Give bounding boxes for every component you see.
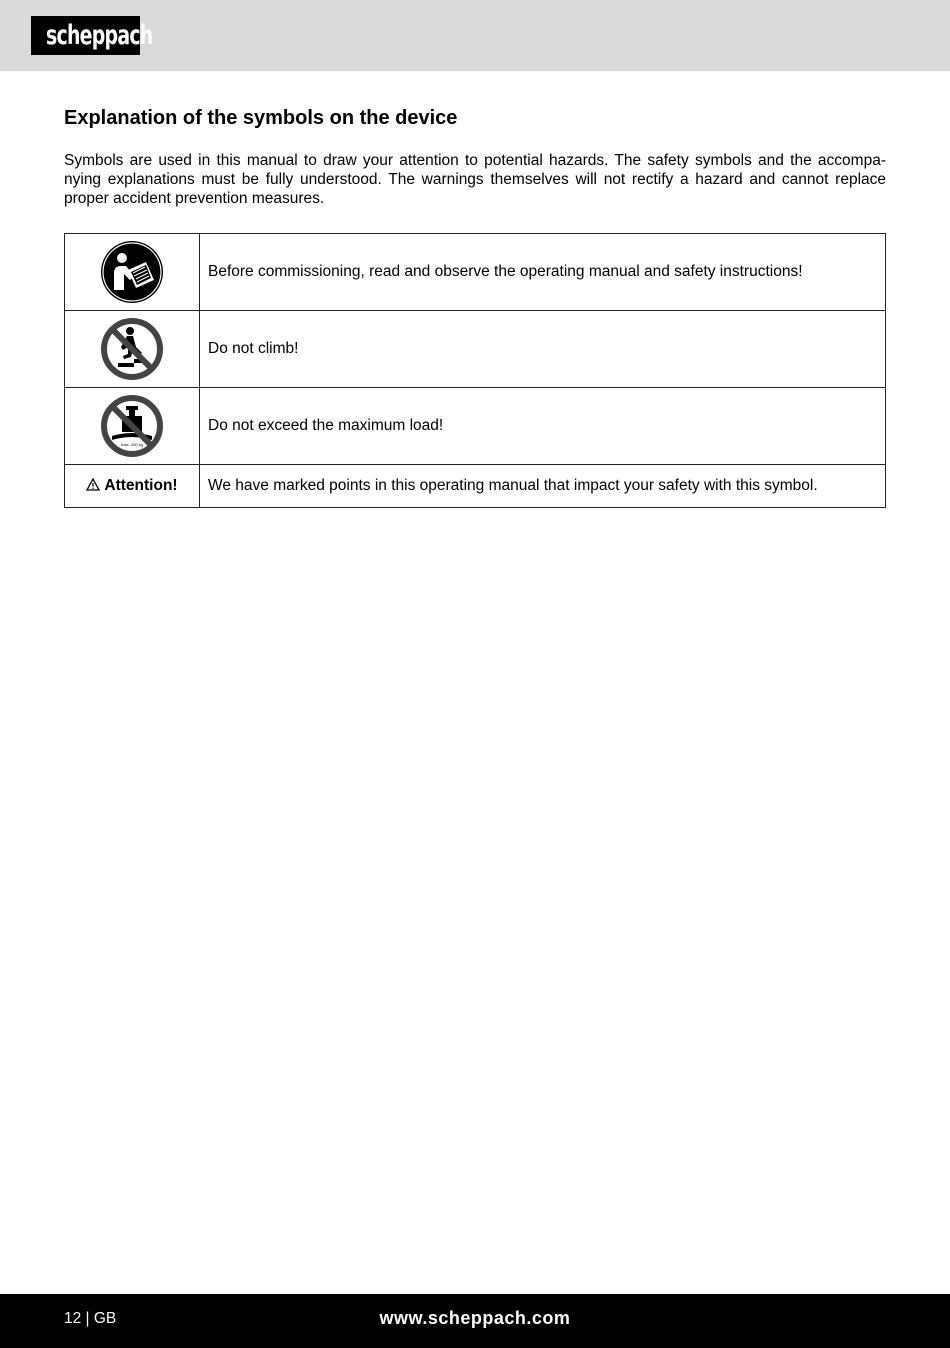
table-row [65, 311, 886, 388]
no-climbing-icon [100, 317, 164, 381]
symbol-cell [65, 388, 200, 465]
intro-paragraph: Symbols are used in this manual to draw your attention to potential hazards. The safety symbols and the accompa-nying explanations must be fully understood. The warnings themselves will not rectify a hazard and cannot replace proper accident prevention measures. [64, 152, 886, 207]
warning-triangle-icon [86, 478, 100, 491]
website-link[interactable]: www.scheppach.com [379, 1308, 571, 1328]
page-title: Explanation of the symbols on the device [64, 107, 458, 129]
symbol-cell [65, 465, 200, 508]
page-number: 12 | GB [64, 1310, 117, 1327]
symbols-table [64, 233, 886, 508]
max-load-icon [100, 394, 164, 458]
attention-label: Attention! [86, 477, 177, 494]
symbol-cell [65, 234, 200, 311]
table-row [65, 234, 886, 311]
read-manual-icon [100, 240, 164, 304]
symbol-description: Before commissioning, read and observe the operating manual and safety instructions! [200, 234, 886, 311]
symbol-description: We have marked points in this operating manual that impact your safety with this symbol. [200, 465, 886, 508]
symbol-description: Do not climb! [200, 311, 886, 388]
symbol-cell [65, 311, 200, 388]
symbol-description: Do not exceed the maximum load! [200, 388, 886, 465]
table-row [65, 388, 886, 465]
header-band [0, 0, 950, 71]
footer-bar [0, 1294, 950, 1348]
table-row [65, 465, 886, 508]
max-load-label: max. 200 kg [121, 442, 143, 447]
scheppach-logo: scheppach [31, 16, 140, 55]
